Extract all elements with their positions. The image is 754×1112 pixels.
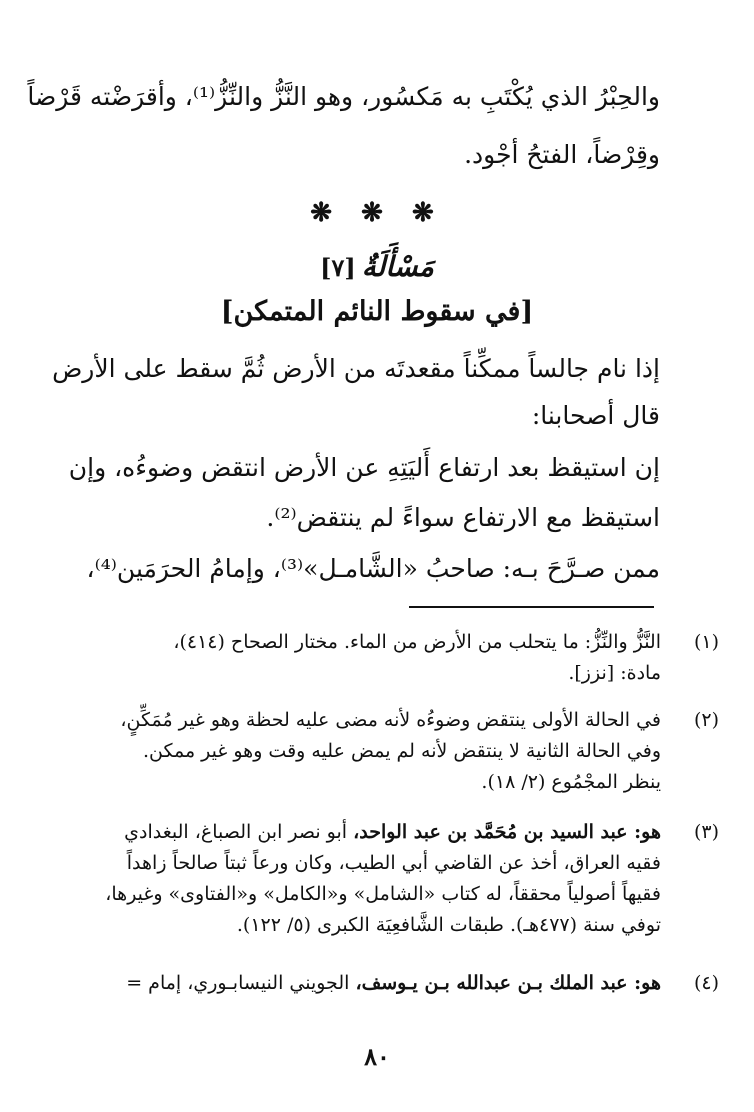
text-line-2: وقِرْضاً، الفتحُ أجْود. [464,140,660,169]
text-line-6: استيقظ مع الارتفاع سواءً لم ينتقض⁽²⁾. [266,503,660,532]
footnote-name: هو: عبد السيد بن مُحَمَّد بن عبد الواحد، [353,821,661,843]
section-divider: ❋ ❋ ❋ [310,198,444,228]
footnote-number: (١) [693,631,719,653]
footnote-line: ينظر المجْمُوع (٢/ ١٨). [481,771,661,793]
footnote-2 [40,705,719,798]
footnote-line: فقيه العراق، أخذ عن القاضي أبي الطيب، وكان ورعاً ثبتاً صالحاً زاهداً [126,852,661,874]
footnote-line [40,968,661,999]
text-line-4: قال أصحابنا: [531,401,660,430]
text-line-3: إذا نام جالساً ممكِّناً مقعدتَه من الأرض ثُمَّ سقط على الأرض [52,354,660,383]
text-line-1: والحِبْرُ الذي يُكْتَبِ به مَكسُور، وهو النَّزُّ والنِّزُّ⁽¹⁾، وأقرَضْته قَرْضاً [27,82,660,111]
footnote-separator [409,606,654,608]
footnote-line: توفي سنة (٤٧٧هـ). طبقات الشَّافعِيَة الكبرى (٥/ ١٢٢). [236,914,661,936]
footnote-line: وفي الحالة الثانية لا ينتقض لأنه لم يمض عليه وقت وهو غير ممكن. [142,740,661,762]
footnote-1 [40,627,719,689]
page-number: ٨٠ [364,1042,390,1071]
footnote-3 [40,817,719,941]
footnote-line: النَّزُّ والنِّزُّ: ما يتحلب من الأرض من الماء. مختار الصحاح (٤١٤)، [173,631,661,653]
section-heading [0,250,754,283]
footnote-line: مادة: [نزز]. [568,662,661,684]
footnote-number: (٣) [693,821,719,843]
text-line-7: ممن صـرَّحَ بـه: صاحبُ «الشَّامـل»⁽³⁾، وإمامُ الحرَمَين⁽⁴⁾، [86,554,660,583]
footnote-text: أبو نصر ابن الصباغ، البغدادي [124,821,354,843]
footnote-number: (٢) [693,709,719,731]
masala-word: مَسْأَلَةٌ [361,250,434,283]
text-line-5: إن استيقظ بعد ارتفاع أَليَتِهِ عن الأرض انتقض وضوءُه، وإن [68,453,660,482]
footnote-4 [40,968,719,999]
footnote-line: فقيهاً أصولياً محققاً، له كتاب «الشامل» و«الكامل» و«الفتاوى» وغيرها، [105,883,661,905]
footnote-name: هو: عبد الملك بـن عبدالله بـن يـوسف، [355,972,661,994]
masala-number: [٧] [320,253,356,282]
footnote-line [40,817,661,848]
footnote-number: (٤) [693,972,719,994]
section-topic: [في سقوط النائم المتمكن] [220,296,534,327]
footnote-text: الجويني النيسابـوري، إمام = [126,972,356,994]
footnote-line: في الحالة الأولى ينتقض وضوءُه لأنه مضى عليه لحظة وهو غير مُمَكِّنٍ، [120,709,661,731]
